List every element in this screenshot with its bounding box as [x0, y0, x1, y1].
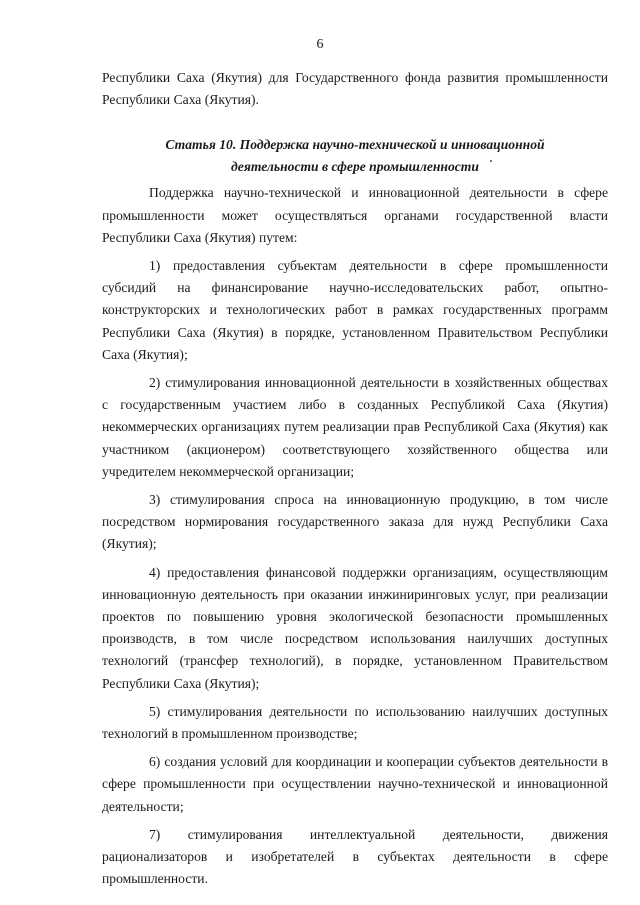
- document-body: [102, 67, 608, 891]
- intro-paragraph: Республики Саха (Якутия) для Государственного фонда развития промышленности Республики Саха (Якутия).: [102, 70, 608, 108]
- list-item-5: 5) стимулирования деятельности по использованию наилучших доступных технологий в промышленном производстве;: [102, 703, 608, 742]
- list-item-4: 4) предоставления финансовой поддержки организациям, осуществляющим инновационную деятельность при оказании инжиниринговых услуг, при реализации проектов по повышению уровня экологической безопасности промышленных производств, в том числе посредством использования наилучших доступных технологий (трансфер технологий), в порядке, установленном Правительством Республики Саха (Якутия);: [102, 564, 608, 691]
- list-item-1: 1) предоставления субъектам деятельности в сфере промышленности субсидий на финансирование научно-исследовательских работ, опытно-конструкторских и технологических работ в рамках государственных программ Республики Саха (Якутия) в порядке, установленном Правительством Республики Саха (Якутия);: [102, 258, 608, 362]
- page-number: 6: [316, 37, 324, 52]
- article-title: [102, 134, 608, 178]
- article-title-line-2: деятельности в сфере промышленности: [231, 159, 479, 175]
- article-lead-paragraph: Поддержка научно-технической и инновационной деятельности в сфере промышленности может осуществляться органами государственной власти Республики Саха (Якутия) путем:: [102, 185, 608, 245]
- list-item-2: 2) стимулирования инновационной деятельности в хозяйственных обществах с государственным участием либо в созданных Республикой Саха (Якутия) некоммерческих организациях путем реализации прав Республикой Саха (Якутия) как участником (акционером) соответствующего хозяйственного общества или учредителем некоммерческой организации;: [102, 375, 608, 479]
- article-title-line-1: Статья 10. Поддержка научно-технической и инновационной: [165, 137, 545, 153]
- list-item-3: 3) стимулирования спроса на инновационную продукцию, в том числе посредством нормирования государственного заказа для нужд Республики Саха (Якутия);: [102, 492, 608, 552]
- list-item-6: 6) создания условий для координации и кооперации субъектов деятельности в сфере промышленности при осуществлении научно-технической и инновационной деятельности;: [102, 754, 608, 814]
- list-item-7: 7) стимулирования интеллектуальной деятельности, движения рационализаторов и изобретателей в субъектах деятельности в сфере промышленности.: [102, 826, 608, 887]
